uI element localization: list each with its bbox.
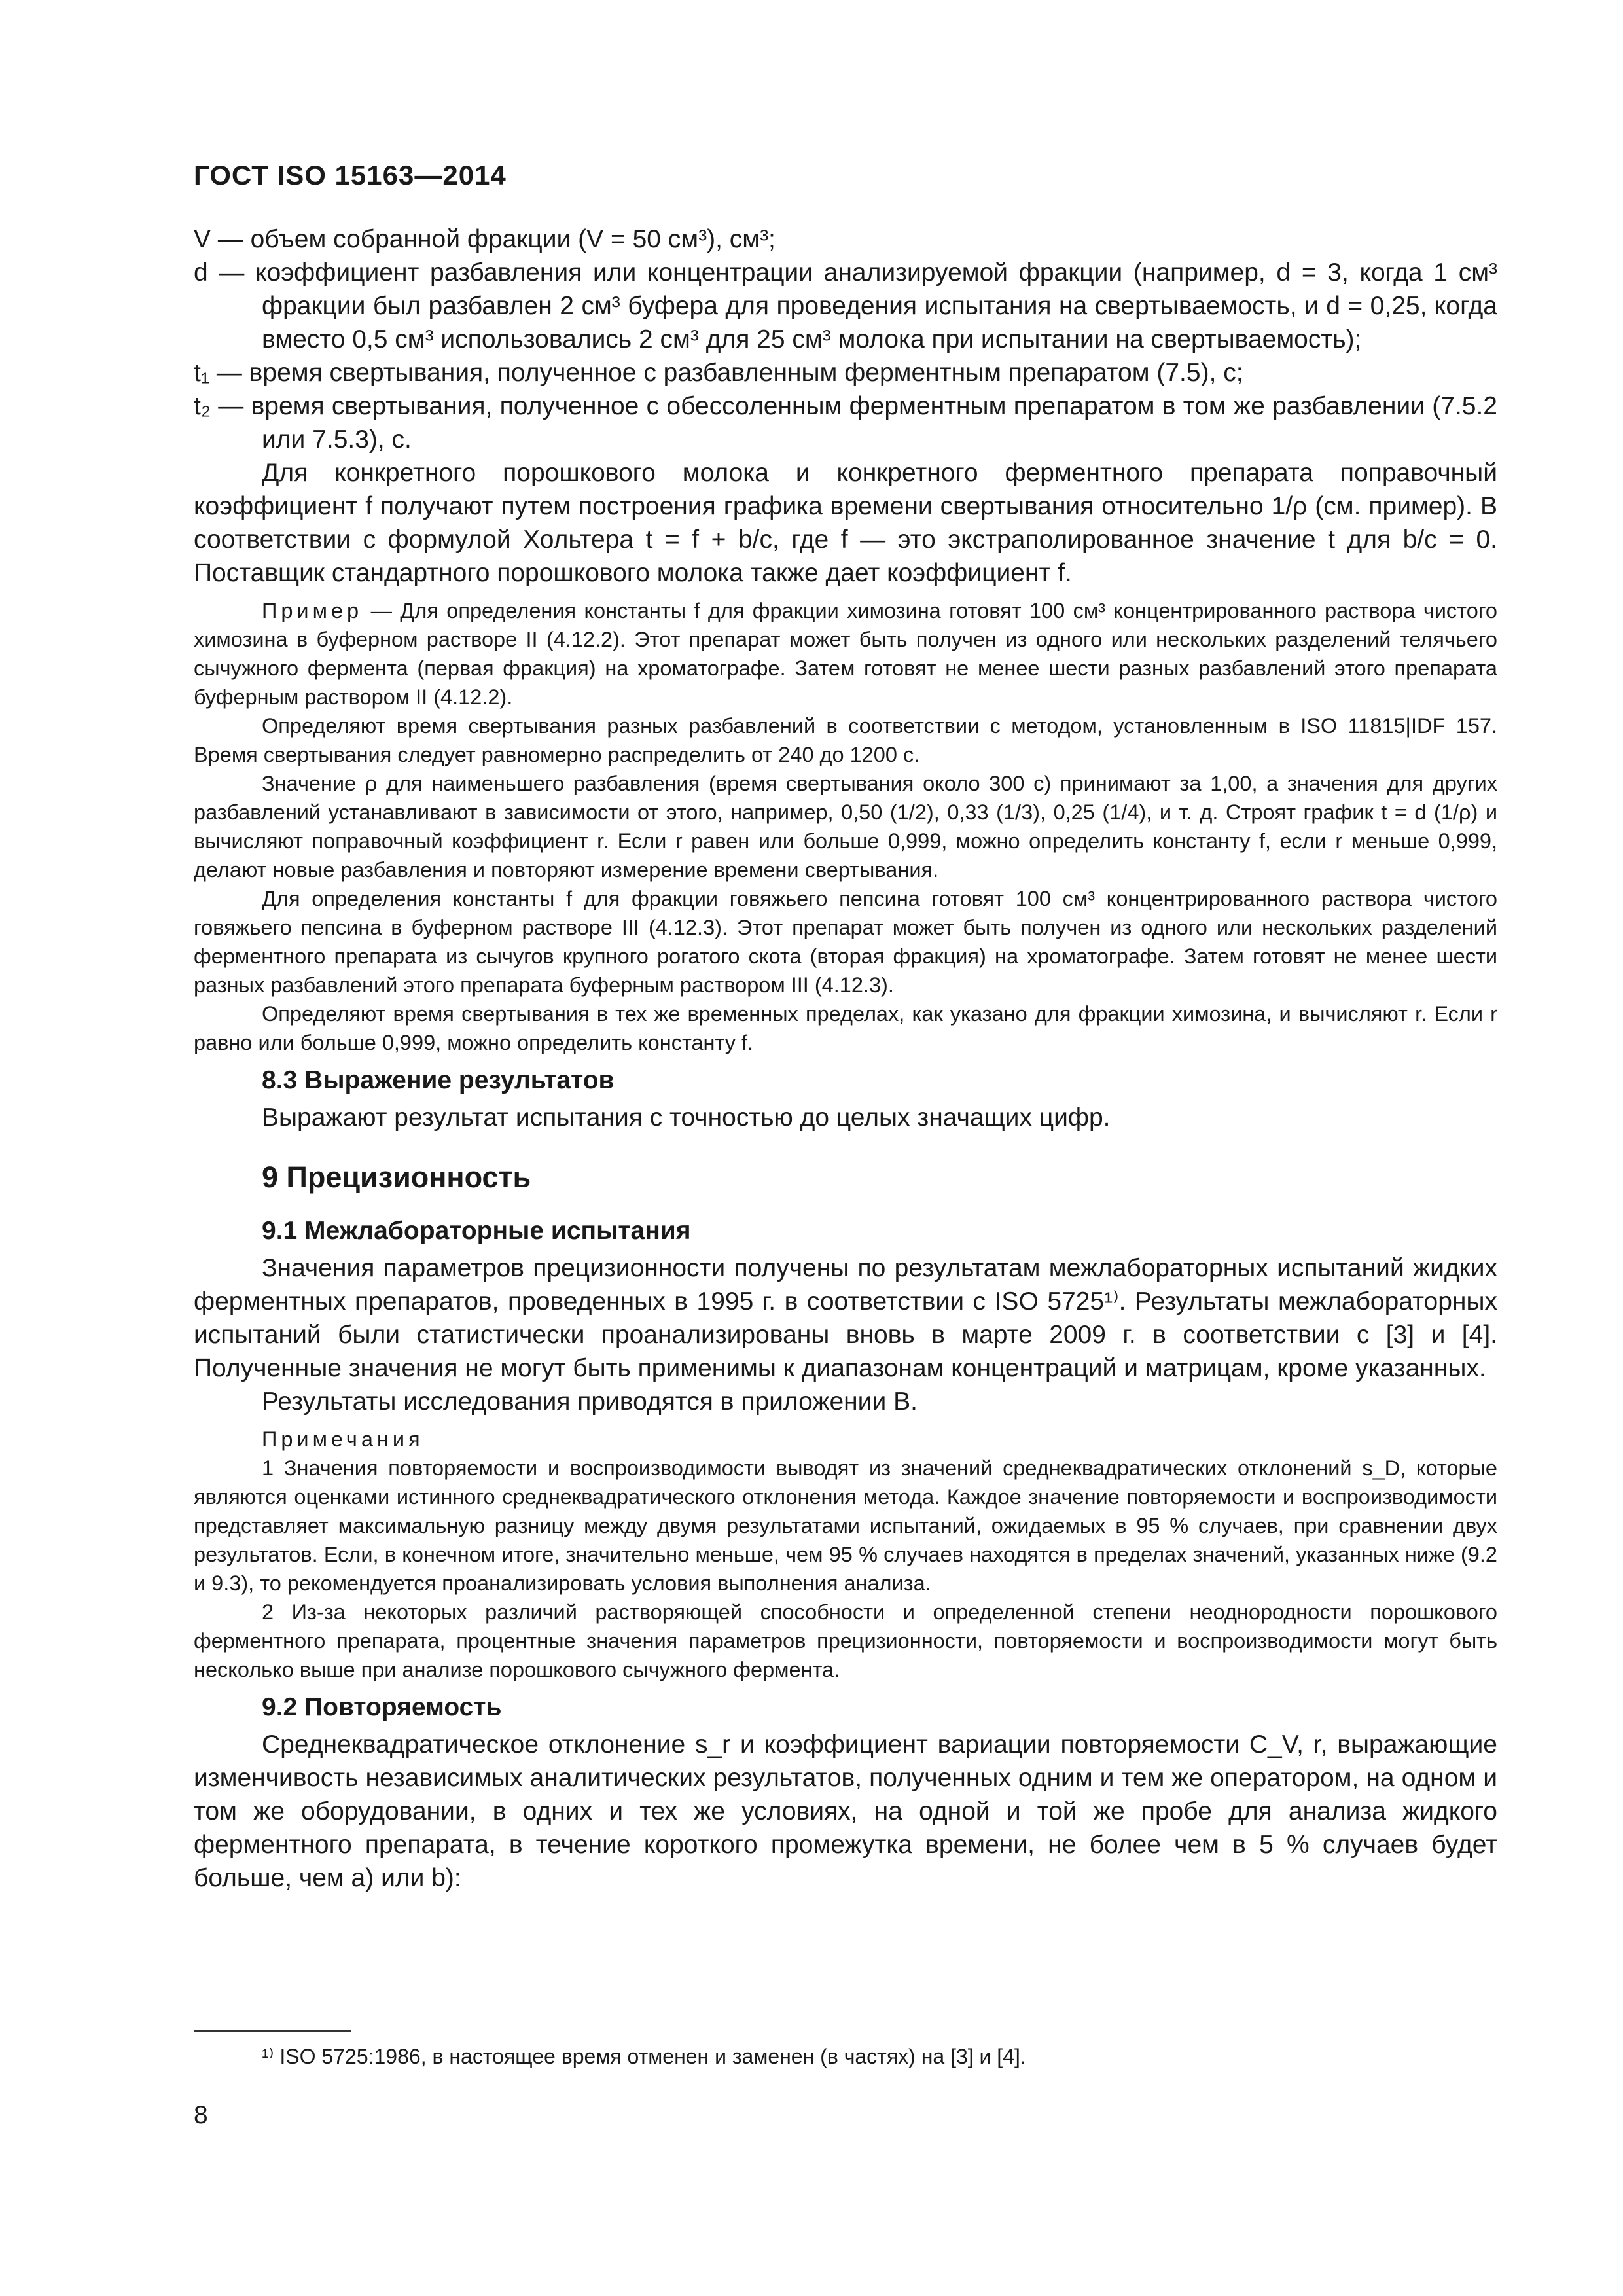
- definition-t2: t₂ — время свертывания, полученное с обессоленным ферментным препаратом в том же разбавлении (7.5.2 или 7.5.3), с.: [194, 392, 1497, 454]
- note-2: 2 Из-за некоторых различий растворяющей способности и определенной степени неоднородности порошкового ферментного препарата, процентные значения параметров прецизионности, повторяемости и воспроизводимости могут быть несколько выше при анализе порошкового сычужного фермента.: [194, 1600, 1497, 1681]
- section-8-3-text: Выражают результат испытания с точностью до целых значащих цифр.: [262, 1103, 1111, 1132]
- example-paragraph-2: Определяют время свертывания разных разбавлений в соответствии с методом, установленным в ISO 11815|IDF 157. Время свертывания следует равномерно распределить от 240 до 1200 с.: [194, 714, 1497, 766]
- page-number: 8: [194, 2101, 208, 2129]
- section-9-1-paragraph-2: Результаты исследования приводятся в приложении В.: [262, 1388, 918, 1416]
- note-1: 1 Значения повторяемости и воспроизводимости выводят из значений среднеквадратических отклонений s_D, которые являются оценками истинного среднеквадратического отклонения метода. Каждое значение повторяемости и воспроизводимости представляет максимальную разницу между двумя результатами испытаний, ожидаемых в 95 % случаев, при сравнении двух результатов. Если, в конечном итоге, значительно меньше, чем 95 % случаев находятся в пределах значений, указанных ниже (9.2 и 9.3), то рекомендуется проанализировать условия выполнения анализа.: [194, 1456, 1497, 1595]
- example-label: Пример: [262, 599, 363, 622]
- example-paragraph-5: Определяют время свертывания в тех же временных пределах, как указано для фракции химозина, и вычисляют r. Если r равно или больше 0,999, можно определить константу f.: [194, 1002, 1497, 1054]
- section-8-3-title: 8.3 Выражение результатов: [262, 1066, 615, 1094]
- notes-label: [194, 1425, 1497, 1454]
- definition-t1: t₁ — время свертывания, полученное с разбавленным ферментным препаратом (7.5), с;: [194, 359, 1243, 387]
- section-9-1-title: 9.1 Межлабораторные испытания: [262, 1217, 691, 1245]
- example-paragraph-3: Значение ρ для наименьшего разбавления (время свертывания около 300 с) принимают за 1,00, а значения для других разбавлений устанавливают в зависимости от этого, например, 0,50 (1/2), 0,33 (1/3), 0,25 (1/4), и т. д. Строят график t = d (1/ρ) и вычисляют поправочный коэффициент r. Если r равен или больше 0,999, можно определить константу f, если r меньше 0,999, делают новые разбавления и повторяют измерение времени свертывания.: [194, 772, 1497, 882]
- footnote-divider: [194, 2030, 351, 2032]
- notes-label-text: Примечания: [262, 1427, 424, 1451]
- section-9-2-text: Среднеквадратическое отклонение s_r и коэффициент вариации повторяемости C_V, r, выражающие изменчивость независимых аналитических результатов, полученных одним и тем же оператором, на одном и том же оборудовании, в одних и тех же условиях, на одной и той же пробе для анализа жидкого ферментного препарата, в течение короткого промежутка времени, не более чем в 5 % случаев будет больше, чем а) или b):: [194, 1731, 1497, 1892]
- example-paragraph-4: Для определения константы f для фракции говяжьего пепсина готовят 100 см³ концентрированного раствора чистого говяжьего пепсина в буферном растворе III (4.12.3). Этот препарат может быть получен из одного или нескольких разделений ферментного препарата из сычугов крупного рогатого скота (вторая фракция) на хроматографе. Затем готовят не менее шести разных разбавлений этого препарата буферным раствором III (4.12.3).: [194, 887, 1497, 997]
- footnote: ¹⁾ ISO 5725:1986, в настоящее время отменен и заменен (в частях) на [3] и [4].: [262, 2045, 1026, 2068]
- example-paragraph-1: [194, 596, 1497, 711]
- section-9-title: 9 Прецизионность: [262, 1160, 531, 1194]
- section-9-1-paragraph-1: Значения параметров прецизионности получены по результатам межлабораторных испытаний жидких ферментных препаратов, проведенных в 1995 г. в соответствии с ISO 5725¹⁾. Результаты межлабораторных испытаний были статистически проанализированы вновь в марте 2009 г. в соответствии с [3] и [4]. Полученные значения не могут быть применимы к диапазонам концентраций и матрицам, кроме указанных.: [194, 1254, 1497, 1382]
- example-text-1: — Для определения константы f для фракции химозина готовят 100 см³ концентрированного раствора чистого химозина в буферном растворе II (4.12.2). Этот препарат может быть получен из одного или нескольких разделений телячьего сычужного фермента (первая фракция) на хроматографе. Затем готовят не менее шести разных разбавлений этого препарата буферным раствором II (4.12.2).: [194, 599, 1497, 709]
- definition-v: V — объем собранной фракции (V = 50 см³), см³;: [194, 225, 776, 253]
- section-9-2-title: 9.2 Повторяемость: [262, 1693, 502, 1721]
- document-header: ГОСТ ISO 15163—2014: [194, 160, 507, 190]
- definition-d: d — коэффициент разбавления или концентрации анализируемой фракции (например, d = 3, когда 1 см³ фракции был разбавлен 2 см³ буфера для проведения испытания на свертываемость, и d = 0,25, когда вместо 0,5 см³ использовались 2 см³ для 25 см³ молока при испытании на свертываемость);: [194, 259, 1497, 353]
- page-content: [194, 223, 1497, 1895]
- paragraph-correction-factor: Для конкретного порошкового молока и конкретного ферментного препарата поправочный коэффициент f получают путем построения графика времени свертывания относительно 1/ρ (см. пример). В соответствии с формулой Хольтера t = f + b/c, где f — это экстраполированное значение t для b/c = 0. Поставщик стандартного порошкового молока также дает коэффициент f.: [194, 459, 1497, 587]
